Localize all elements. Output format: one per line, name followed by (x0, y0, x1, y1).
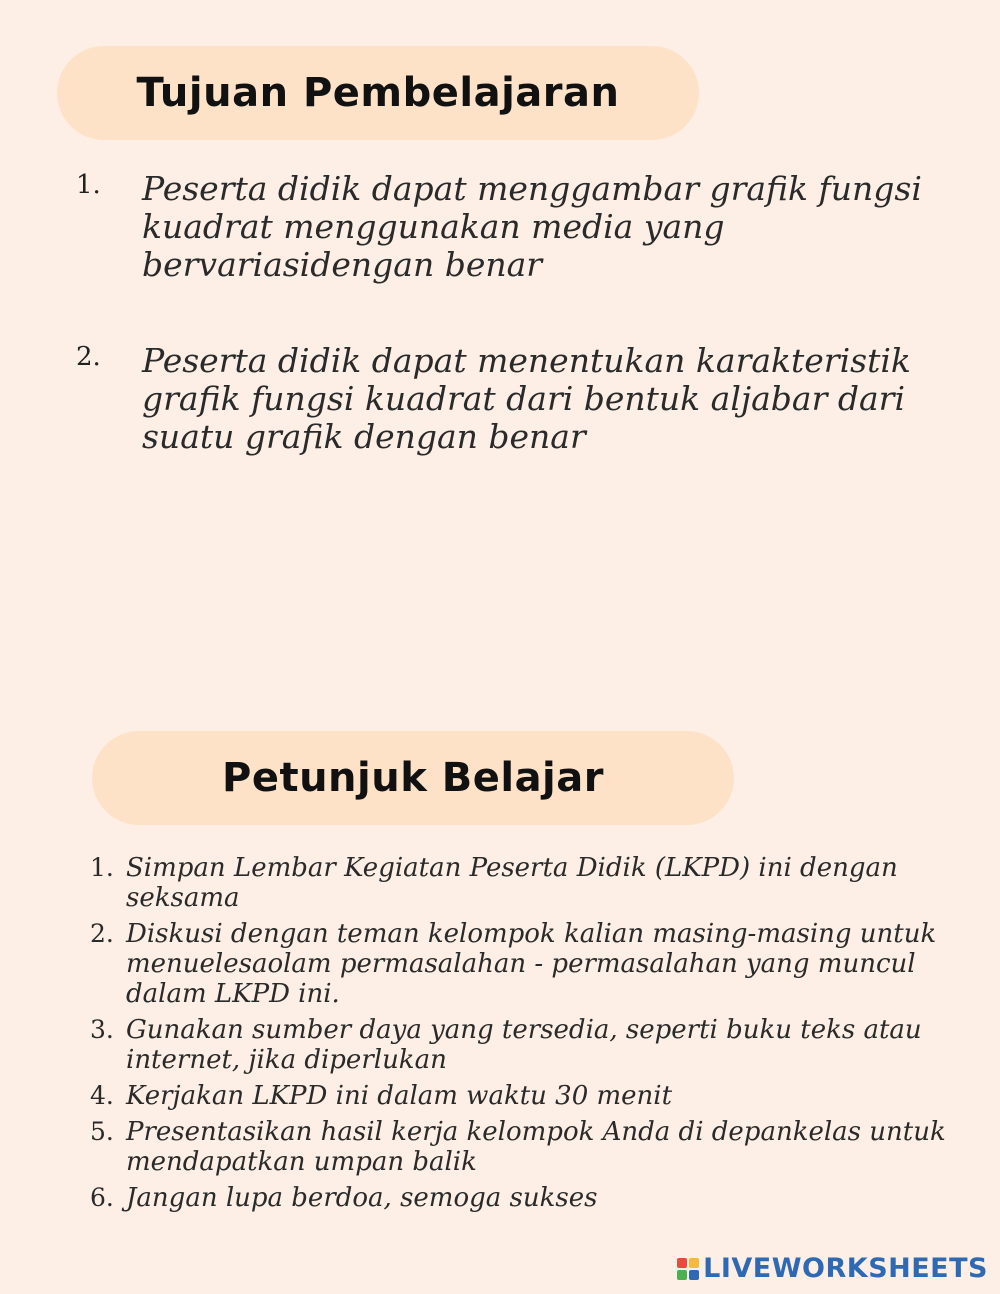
liveworksheets-logo-text: LIVEWORKSHEETS (703, 1253, 988, 1284)
objective-number: 2. (76, 342, 101, 372)
instruction-number: 3. (90, 1015, 114, 1044)
instructions-list (90, 853, 950, 1219)
instruction-text: Jangan lupa berdoa, semoga sukses (126, 1183, 598, 1213)
instruction-number: 6. (90, 1183, 114, 1212)
liveworksheets-logo[interactable] (677, 1253, 988, 1284)
instruction-number: 1. (90, 853, 114, 882)
objective-number: 1. (76, 170, 101, 200)
liveworksheets-logo-icon (677, 1258, 699, 1280)
instruction-number: 5. (90, 1117, 114, 1146)
instruction-text: Diskusi dengan teman kelompok kalian masing-masing untuk menuelesaolam permasalahan - permasalahan yang muncul dalam LKPD ini. (126, 919, 937, 1009)
instruction-item (90, 1183, 950, 1213)
objectives-header-pill (57, 46, 699, 140)
instruction-item (90, 1081, 950, 1111)
instructions-header-pill (92, 731, 734, 825)
objective-text: Peserta didik dapat menggambar grafik fungsi kuadrat menggunakan media yang bervariasidengan benar (142, 169, 922, 284)
instruction-item (90, 853, 950, 913)
instruction-text: Kerjakan LKPD ini dalam waktu 30 menit (126, 1081, 673, 1111)
instruction-number: 4. (90, 1081, 114, 1110)
instruction-text: Gunakan sumber daya yang tersedia, seperti buku teks atau internet, jika diperlukan (126, 1015, 922, 1075)
instruction-text: Presentasikan hasil kerja kelompok Anda di depankelas untuk mendapatkan umpan balik (126, 1117, 946, 1177)
instruction-item (90, 1117, 950, 1177)
instruction-item (90, 919, 950, 1009)
objective-text: Peserta didik dapat menentukan karakteristik grafik fungsi kuadrat dari bentuk aljabar dari suatu grafik dengan benar (142, 341, 911, 456)
instructions-title: Petunjuk Belajar (222, 755, 604, 801)
instruction-item (90, 1015, 950, 1075)
instruction-text: Simpan Lembar Kegiatan Peserta Didik (LKPD) ini dengan seksama (126, 853, 898, 913)
objectives-title: Tujuan Pembelajaran (136, 70, 620, 116)
instruction-number: 2. (90, 919, 114, 948)
